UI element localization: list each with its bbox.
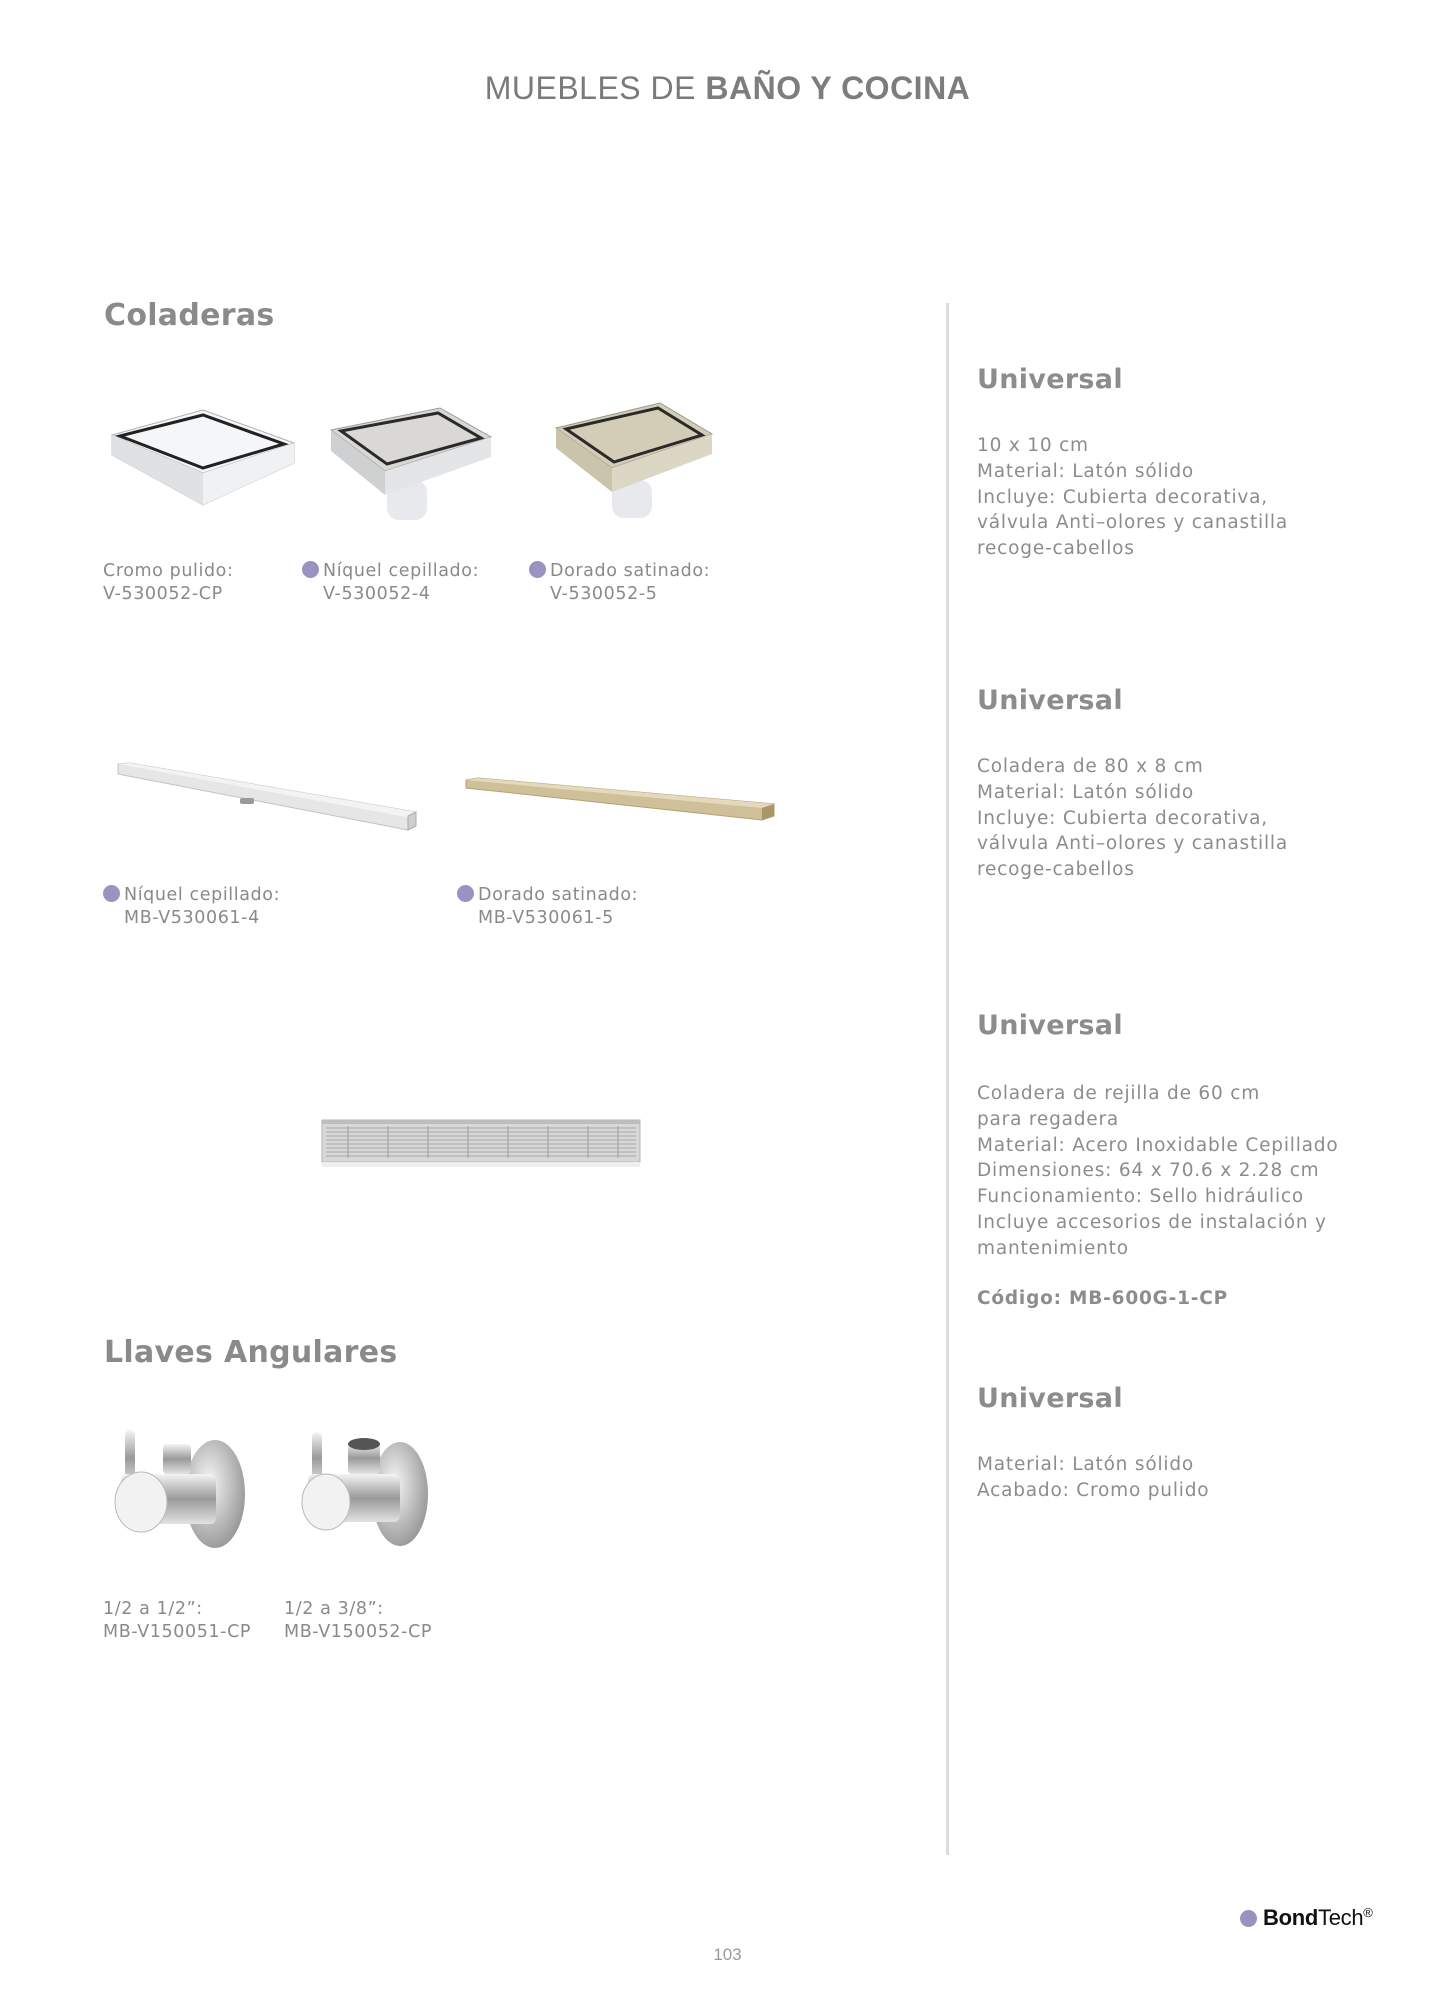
spec-line: Material: Latón sólido bbox=[977, 1454, 1194, 1475]
page-header bbox=[0, 70, 1455, 107]
color-dot-icon bbox=[103, 885, 120, 902]
grate-drain-steel-icon bbox=[318, 1116, 644, 1172]
product-code: V-530052-CP bbox=[103, 584, 223, 604]
spec-body bbox=[977, 1452, 1209, 1504]
spec-title: Universal bbox=[977, 1383, 1123, 1414]
brand-dot-icon bbox=[1240, 1910, 1257, 1927]
angle-valve-icon bbox=[103, 1428, 248, 1550]
spec-body bbox=[977, 754, 1288, 883]
section-title-llaves-angulares: Llaves Angulares bbox=[104, 1335, 398, 1370]
spec-line: mantenimiento bbox=[977, 1237, 1129, 1259]
spec-body bbox=[977, 433, 1288, 562]
brand-logo bbox=[1240, 1905, 1373, 1931]
spec-line: Incluye: Cubierta decorativa, bbox=[977, 486, 1268, 508]
color-dot-icon bbox=[302, 561, 319, 578]
spec-line: para regadera bbox=[977, 1108, 1120, 1130]
finish-text: Dorado satinado: bbox=[478, 885, 639, 905]
square-drain-label-nickel bbox=[302, 560, 479, 606]
valve-size: 1/2 a 1/2”: bbox=[103, 1599, 203, 1619]
spec-line: 10 x 10 cm bbox=[977, 435, 1089, 456]
spec-line: Coladera de rejilla de 60 cm bbox=[977, 1083, 1261, 1104]
spec-line: recoge-cabellos bbox=[977, 859, 1135, 881]
product-code: MB-V530061-4 bbox=[124, 908, 260, 928]
square-drain-nickel-icon bbox=[325, 405, 495, 530]
column-divider bbox=[946, 303, 949, 1855]
spec-line: Dimensiones: 64 x 70.6 x 2.28 cm bbox=[977, 1160, 1320, 1182]
spec-line: válvula Anti–olores y canastilla bbox=[977, 512, 1289, 534]
square-drain-chrome-icon bbox=[108, 405, 298, 515]
brand-name-light: Tech bbox=[1318, 1905, 1364, 1930]
finish-text: Níquel cepillado: bbox=[124, 885, 281, 905]
spec-title: Universal bbox=[977, 1010, 1123, 1041]
finish-text: Cromo pulido: bbox=[103, 561, 234, 581]
finish-text: Níquel cepillado: bbox=[323, 561, 480, 581]
valve-label-half-half bbox=[103, 1598, 251, 1644]
spec-line: recoge-cabellos bbox=[977, 538, 1135, 560]
section-title-coladeras: Coladeras bbox=[104, 298, 275, 333]
spec-line: Material: Acero Inoxidable Cepillado bbox=[977, 1134, 1339, 1156]
registered-mark: ® bbox=[1363, 1905, 1373, 1920]
color-dot-icon bbox=[457, 885, 474, 902]
color-dot-icon bbox=[529, 561, 546, 578]
brand-name-bold: Bond bbox=[1263, 1905, 1319, 1930]
product-code: V-530052-4 bbox=[323, 584, 431, 604]
page-header-bold: BAÑO Y COCINA bbox=[705, 70, 971, 106]
valve-size: 1/2 a 3/8”: bbox=[284, 1599, 384, 1619]
spec-line: válvula Anti–olores y canastilla bbox=[977, 833, 1289, 855]
spec-line: Incluye: Cubierta decorativa, bbox=[977, 807, 1268, 829]
square-drain-gold-icon bbox=[550, 400, 720, 525]
product-code: MB-V150051-CP bbox=[103, 1622, 252, 1642]
square-drain-label-chrome bbox=[103, 560, 234, 606]
spec-title: Universal bbox=[977, 364, 1123, 395]
spec-body bbox=[977, 1081, 1338, 1262]
linear-drain-gold-icon bbox=[462, 770, 782, 830]
linear-drain-label-nickel bbox=[103, 884, 280, 930]
product-code: MB-V150052-CP bbox=[284, 1622, 433, 1642]
valve-label-half-threeeighths bbox=[284, 1598, 432, 1644]
product-code: V-530052-5 bbox=[550, 584, 658, 604]
spec-line: Incluye accesorios de instalación y bbox=[977, 1211, 1327, 1233]
brand-name bbox=[1263, 1905, 1373, 1931]
spec-line: Material: Latón sólido bbox=[977, 460, 1194, 482]
product-code: MB-V530061-5 bbox=[478, 908, 614, 928]
spec-line: Coladera de 80 x 8 cm bbox=[977, 756, 1204, 777]
spec-line: Acabado: Cromo pulido bbox=[977, 1479, 1210, 1501]
linear-drain-nickel-icon bbox=[112, 760, 422, 835]
spec-line: Material: Latón sólido bbox=[977, 781, 1194, 803]
page-number: 103 bbox=[713, 1945, 742, 1964]
spec-title: Universal bbox=[977, 685, 1123, 716]
page-header-light: MUEBLES DE bbox=[484, 70, 706, 106]
finish-text: Dorado satinado: bbox=[550, 561, 711, 581]
spec-line: Funcionamiento: Sello hidráulico bbox=[977, 1186, 1304, 1208]
linear-drain-label-gold bbox=[457, 884, 638, 930]
angle-valve-icon bbox=[288, 1432, 430, 1550]
square-drain-label-gold bbox=[529, 560, 710, 606]
spec-product-code: Código: MB-600G-1-CP bbox=[977, 1288, 1229, 1309]
